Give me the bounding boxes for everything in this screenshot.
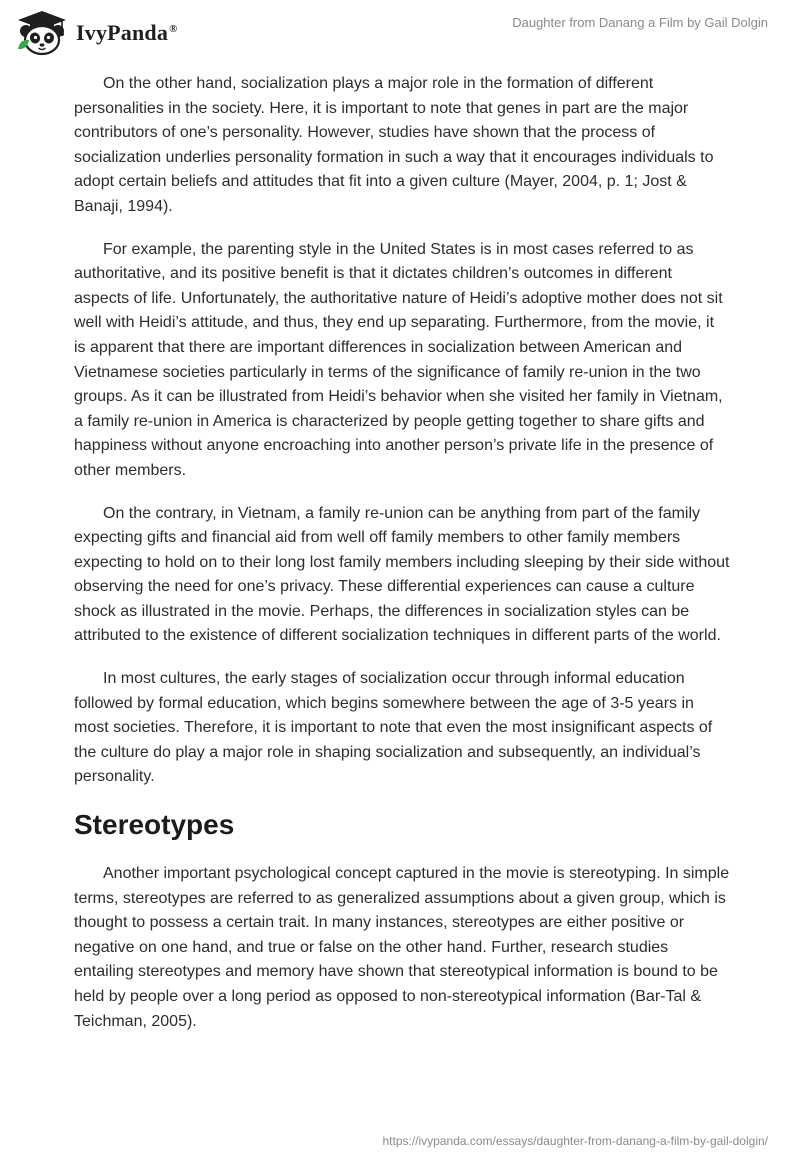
brand-name: IvyPanda® xyxy=(76,20,178,45)
paragraph: On the contrary, in Vietnam, a family re-union can be anything from part of the family expecting gifts and financial aid from well off family members to other family members expecting to hold on to their long lost family members including sleeping by their side without observing the need for one’s privacy. These differential experiences can cause a culture shock as illustrated in the movie. Perhaps, the differences in socialization styles can be attributed to the existence of different socialization techniques in different parts of the world. xyxy=(74,504,730,645)
essay-body xyxy=(74,72,730,1052)
paragraph: On the other hand, socialization plays a major role in the formation of different personalities in the society. Here, it is important to note that genes in part are the major contributors of one’s personality. However, studies have shown that the process of socialization underlies personality formation in such a way that it encourages individuals to adopt certain beliefs and attitudes that fit into a given culture (Mayer, 2004, p. 1; Jost & Banaji, 1994). xyxy=(74,75,714,215)
source-url[interactable]: https://ivypanda.com/essays/daughter-from-danang-a-film-by-gail-dolgin/ xyxy=(382,1134,768,1148)
ivypanda-logo[interactable] xyxy=(14,8,214,58)
paragraph: In most cultures, the early stages of socialization occur through informal education followed by formal education, which begins somewhere between the age of 3-5 years in most societies. Therefore, it is important to note that even the most insignificant aspects of the culture do play a major role in shaping socialization and subsequently, an individual’s personality. xyxy=(74,670,713,786)
section-heading: Stereotypes xyxy=(74,809,235,841)
paragraph: Another important psychological concept captured in the movie is stereotyping. In simple terms, stereotypes are referred to as generalized assumptions about a given group, which is thought to possess a certain trait. In many instances, stereotypes are either positive or negative on one hand, and true or false on the other hand. Further, research studies entailing stereotypes and memory have shown that stereotypical information is bound to be held by people over a long period as opposed to non-stereotypical information (Bar-Tal & Teichman, 2005). xyxy=(74,865,730,1030)
document-title: Daughter from Danang a Film by Gail Dolgin xyxy=(512,15,768,30)
panda-graduate-icon xyxy=(14,9,70,57)
page-header xyxy=(0,0,800,64)
paragraph: For example, the parenting style in the United States is in most cases referred to as authoritative, and its positive benefit is that it dictates children’s outcomes in different aspects of life. Unfortunately, the authoritative nature of Heidi’s adoptive mother does not sit well with Heidi’s attitude, and thus, they end up separating. Furthermore, from the movie, it is apparent that there are important differences in socialization between American and Vietnamese societies particularly in terms of the significance of family re-union in the two groups. As it can be illustrated from Heidi’s behavior when she visited her family in Vietnam, a family re-union in America is characterized by people getting together to share gifts and happiness without anyone encroaching into another person’s private life in the presence of other members. xyxy=(74,240,723,479)
